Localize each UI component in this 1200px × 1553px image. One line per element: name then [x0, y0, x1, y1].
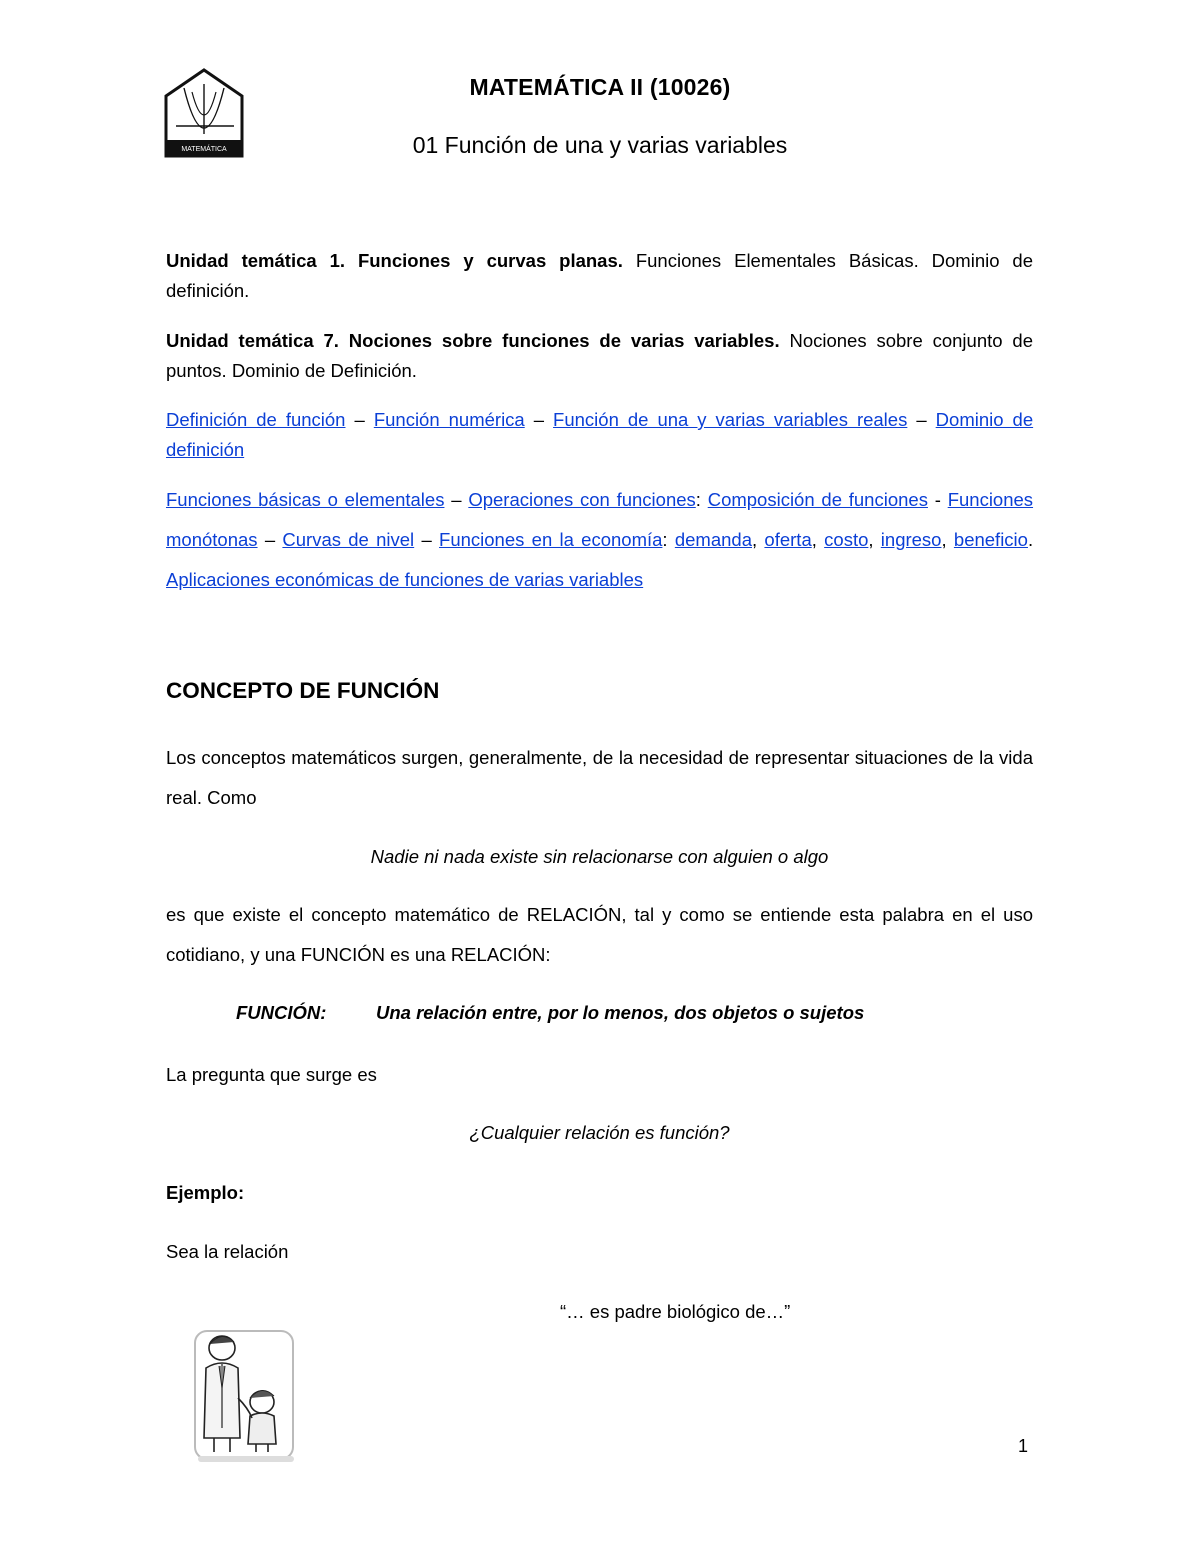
unit-7-title: Nociones sobre funciones de varias variables. [348, 330, 780, 351]
comma: , [941, 529, 947, 550]
dash: - [934, 489, 941, 510]
unit-7-text: Nociones sobre conjunto de puntos. Dominio de Definición. [166, 330, 1033, 381]
quote-relation: Nadie ni nada existe sin relacionarse con alguien o algo [370, 846, 829, 867]
unit-1-label: Unidad temática 1. [166, 250, 346, 271]
link-funciones-monotonas[interactable]: Funciones monótonas [166, 489, 1034, 550]
link-dominio-definicion[interactable]: Dominio de definición [166, 409, 1034, 460]
example-text: Sea la relación [166, 1241, 289, 1262]
separator: – [451, 489, 462, 510]
definition-text: Una relación entre, por lo menos, dos objetos o sujetos [376, 1002, 865, 1023]
link-composicion-funciones[interactable]: Composición de funciones [707, 489, 928, 510]
question-intro: La pregunta que surge es [166, 1064, 377, 1085]
link-funcion-varias-variables[interactable]: Función de una y varias variables reales [553, 409, 908, 430]
section-heading: CONCEPTO DE FUNCIÓN [166, 678, 440, 703]
comma: , [752, 529, 758, 550]
unit-7-paragraph [166, 326, 1033, 386]
link-demanda[interactable]: demanda [674, 529, 752, 550]
unit-7-label: Unidad temática 7. [166, 330, 339, 351]
father-son-illustration [192, 1328, 296, 1464]
separator: – [533, 409, 545, 430]
link-funcion-numerica[interactable]: Función numérica [373, 409, 525, 430]
relation-quote: “… es padre biológico de…” [560, 1301, 791, 1322]
unit-1-text: Funciones Elementales Básicas. Dominio de definición. [166, 250, 1034, 301]
separator: – [354, 409, 365, 430]
colon: : [662, 529, 668, 550]
unit-1-title: Funciones y curvas planas. [357, 250, 623, 271]
comma: , [811, 529, 817, 550]
definition-term: FUNCIÓN: [236, 1002, 327, 1023]
course-logo [164, 68, 244, 158]
comma: , [868, 529, 874, 550]
topic-links-1 [166, 405, 1033, 465]
link-funciones-economia[interactable]: Funciones en la economía [439, 529, 663, 550]
link-oferta[interactable]: oferta [764, 529, 812, 550]
link-aplicaciones-economicas[interactable]: Aplicaciones económicas de funciones de varias variables [166, 569, 644, 590]
link-funciones-basicas[interactable]: Funciones básicas o elementales [166, 489, 445, 510]
separator: – [264, 529, 276, 550]
relation-paragraph: es que existe el concepto matemático de RELACIÓN, tal y como se entiende esta palabra en el uso cotidiano, y una FUNCIÓN es una RELACIÓN: [166, 904, 1033, 965]
page-number: 1 [1018, 1436, 1029, 1456]
document-subtitle: 01 Función de una y varias variables [412, 132, 788, 158]
separator: – [916, 409, 927, 430]
link-costo[interactable]: costo [824, 529, 869, 550]
intro-paragraph: Los conceptos matemáticos surgen, generalmente, de la necesidad de representar situaciones de la vida real. Como [166, 747, 1033, 808]
colon: : [695, 489, 701, 510]
link-ingreso[interactable]: ingreso [880, 529, 942, 550]
document-title: MATEMÁTICA II (10026) [469, 74, 731, 100]
link-operaciones-funciones[interactable]: Operaciones con funciones [468, 489, 696, 510]
unit-1-paragraph [166, 246, 1033, 306]
link-curvas-nivel[interactable]: Curvas de nivel [282, 529, 415, 550]
link-definicion-funcion[interactable]: Definición de función [166, 409, 346, 430]
topic-links-2 [166, 480, 1033, 600]
separator: – [421, 529, 432, 550]
question: ¿Cualquier relación es función? [469, 1122, 730, 1143]
example-label: Ejemplo: [166, 1182, 245, 1203]
link-beneficio[interactable]: beneficio [953, 529, 1028, 550]
logo-text: MATEMÁTICA [181, 146, 227, 153]
period: . [1027, 529, 1034, 550]
